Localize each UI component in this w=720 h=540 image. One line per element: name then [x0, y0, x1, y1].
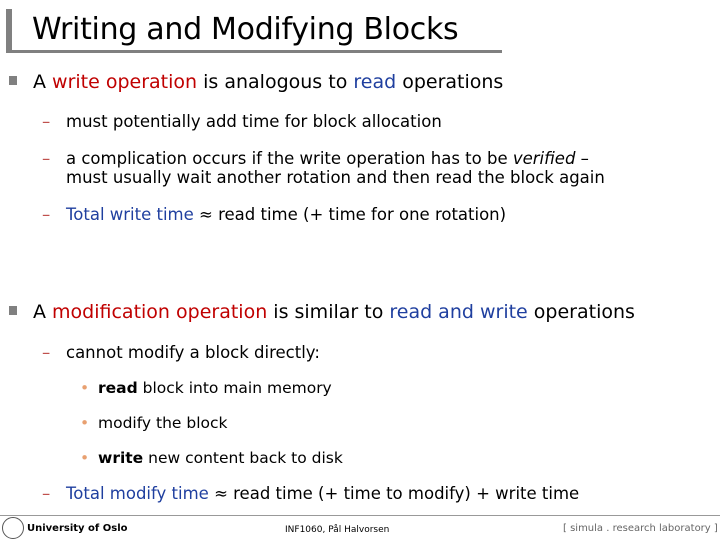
bullet-square-icon [9, 306, 17, 315]
sub-bullet-1-2-cont: must usually wait another rotation and then read the block again [66, 168, 605, 187]
title-underline [6, 50, 502, 53]
footer-simula-logo: [ simula . research laboratory ] [563, 523, 718, 534]
bullet-2: A modification operation is similar to read and write operations [33, 301, 635, 323]
title-accent-bar [6, 9, 12, 53]
bullet-1: A write operation is analogous to read operations [33, 71, 504, 93]
bullet-square-icon [9, 76, 17, 85]
sub-bullet-1-2: – a complication occurs if the write operation has to be verified – [42, 149, 589, 168]
sub-bullet-1-3: – Total write time ≈ read time (+ time for one rotation) [42, 205, 507, 224]
sub-sub-bullet-read: • read block into main memory [80, 379, 332, 397]
sub-bullet-1-1: – must potentially add time for block allocation [42, 112, 442, 131]
footer-rule [0, 515, 720, 516]
footer-university: University of Oslo [27, 523, 128, 534]
footer-course: INF1060, Pål Halvorsen [285, 525, 390, 535]
sub-bullet-2-1: – cannot modify a block directly: [42, 343, 320, 362]
sub-sub-bullet-modify: • modify the block [80, 414, 228, 432]
slide-title: Writing and Modifying Blocks [32, 12, 459, 47]
sub-bullet-2-2: – Total modify time ≈ read time (+ time to modify) + write time [42, 484, 580, 503]
university-seal-icon [2, 517, 24, 539]
sub-sub-bullet-write: • write new content back to disk [80, 449, 343, 467]
